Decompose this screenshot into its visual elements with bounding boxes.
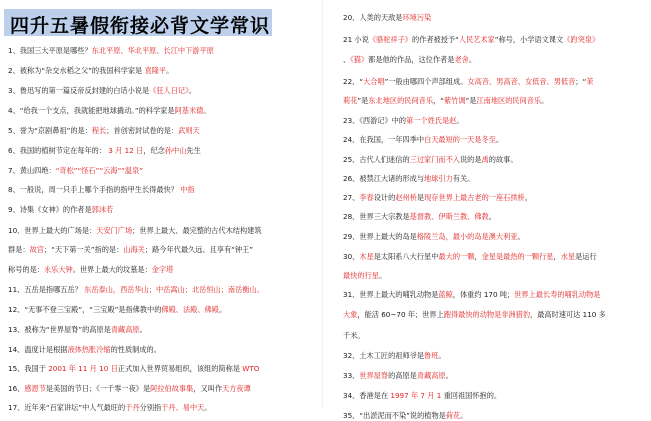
answer-text: “奇松”“怪石”“云海”“温泉” (55, 166, 143, 175)
answer-text: 《狂人日记》 (149, 86, 189, 95)
right-list-item (343, 96, 548, 106)
left-list-item (8, 325, 147, 335)
answer-text: 山海关 (123, 245, 145, 254)
left-list-item (8, 305, 226, 315)
question-text: 6、我国的植树节定在每年的： (8, 146, 109, 155)
question-text: 的高原是 (388, 371, 417, 380)
left-list-item (8, 384, 251, 394)
right-list-item (343, 212, 496, 222)
question-text: 32、土木工匠的祖师爷是 (343, 351, 425, 360)
answer-text: 佛殿、法殿、佛殿 (161, 305, 219, 314)
answer-text: 东北平原、华北平原、长江中下游平原 (91, 46, 214, 55)
question-text: 1、我国三大平原是哪些？ (8, 46, 92, 55)
question-text: ，又叫作 (193, 384, 223, 393)
question-text: 正式加入世界贸易组织，该组的简称是 (117, 364, 243, 373)
left-list-item (8, 146, 201, 156)
question-text: 的性质制成的。 (110, 345, 161, 354)
answer-text: 三过家门而不入 (409, 155, 460, 164)
question-text: 称号的是： (8, 265, 44, 274)
question-text: 。 (456, 116, 464, 125)
question-text: 9、诗集《女神》的作者是 (8, 205, 92, 214)
right-list-item (343, 135, 503, 145)
question-text: 24、在我国，一年四季中 (343, 135, 425, 144)
answer-text: 程长 (91, 126, 107, 135)
question-text: ， (553, 252, 561, 261)
answer-text: 李春 (359, 193, 374, 202)
question-text: 。 (438, 351, 446, 360)
answer-text: 地球引力 (424, 174, 453, 183)
question-text: 。 (188, 86, 196, 95)
answer-text: 世界上最长寿的哺乳动物是 (514, 290, 601, 299)
column-divider (322, 0, 323, 408)
question-text: ， (474, 252, 482, 261)
question-text: 31、世界上最大的哺乳动物是 (343, 290, 439, 299)
question-text: 。 (204, 403, 212, 412)
left-list-item (8, 364, 259, 374)
question-text: 有关。 (452, 174, 475, 183)
right-list-item (343, 13, 431, 23)
question-text: 14、温度计是根据 (8, 345, 68, 354)
right-list-item (343, 174, 474, 184)
answer-text: 最快的行星 (343, 271, 379, 280)
answer-text: 液体热胀冷缩 (67, 345, 111, 354)
question-text: ；路今年代最久远、且享有“钟王” (144, 245, 253, 254)
left-list-item (8, 403, 212, 413)
answer-text: 东岳泰山，西岳华山；中岳嵩山；北岳恒山；南岳衡山。 (84, 285, 264, 294)
answer-text: 现存世界上最古老的一座石拱桥 (424, 193, 525, 202)
answer-text: 女高音、男高音、女低音、男低音 (467, 77, 576, 86)
answer-text: 阿拉伯故事集 (150, 384, 194, 393)
answer-text: 永乐大钟 (43, 265, 73, 274)
question-text: ”是 (357, 96, 369, 105)
answer-text: 人民艺术家 (458, 35, 495, 44)
right-list-item (343, 411, 467, 421)
question-text: ，“ (433, 96, 444, 105)
answer-text: 青藏高原 (110, 325, 140, 334)
answer-text: 袁隆平 (144, 66, 167, 75)
question-text: 。 (541, 96, 549, 105)
question-text: 7、黄山四绝： (8, 166, 56, 175)
question-text: 。 (488, 212, 496, 221)
answer-text: 《骆驼祥子》 (368, 35, 412, 44)
question-text: 说的是 (459, 155, 482, 164)
question-text: 设计的 (373, 193, 396, 202)
question-text: 23、《西游记》中的 (343, 116, 407, 125)
question-text: ；“天下第一关”指的是： (43, 245, 124, 254)
answer-text: 《猫》 (350, 55, 369, 64)
question-text: ；首创密封试卷的是： (106, 126, 179, 135)
question-text: 3、鲁迅写的第一篇反帝反封建的白话小说是 (8, 86, 150, 95)
question-text: 。世界上最大的坟墓是： (72, 265, 152, 274)
answer-text: 3 月 12 日 (108, 146, 144, 155)
answer-text: 阿基米德 (174, 106, 204, 115)
question-text: 都是他的作品，这位作者是 (368, 55, 455, 64)
answer-text: 荷花 (445, 411, 461, 420)
question-text: 是运行 (575, 252, 597, 261)
answer-text: 最大的一颗 (438, 252, 475, 261)
answer-text: 基督教、伊斯兰教、佛教 (409, 212, 489, 221)
answer-text: 第一个姓氏是赵 (406, 116, 457, 125)
answer-text: 2001 年 11 月 10 日 (48, 364, 118, 373)
question-text: 。 (139, 325, 147, 334)
left-list-item (8, 166, 143, 176)
question-text: 17、近年来“百家讲坛”中人气最旺的 (8, 403, 126, 412)
question-text: ，纪念 (143, 146, 165, 155)
right-list-item (343, 310, 606, 320)
question-text: 。 (524, 193, 532, 202)
right-list-item (343, 391, 501, 401)
question-text: 21 小说 (343, 35, 369, 44)
answer-text: 天方夜谭 (222, 384, 251, 393)
left-list-item (8, 285, 264, 295)
answer-text: 大合唱 (363, 77, 385, 86)
right-list-item (343, 116, 464, 126)
question-text: 4、“给我一个支点，我就能把地球撬动。”的科学家是 (8, 106, 175, 115)
question-text: 分别指 (139, 403, 162, 412)
answer-text: 中指 (180, 185, 195, 194)
answer-text: 莉花 (343, 96, 358, 105)
question-text: 。 (166, 66, 174, 75)
question-text: 。 (203, 106, 211, 115)
answer-text: 环境污染 (402, 13, 432, 22)
answer-text: 赵州桥 (395, 193, 417, 202)
answer-text: 世界屋脊 (359, 371, 389, 380)
right-list-item (343, 252, 597, 262)
answer-text: 跑得最快的动物是非洲猎豹 (443, 310, 531, 319)
question-text: 的作者被授予“ (411, 35, 459, 44)
question-text: 5、誉为“京剧鼻祖”的是： (8, 126, 92, 135)
question-text: 25、古代人们迷信的 (343, 155, 410, 164)
question-text: 。 (460, 411, 468, 420)
answer-text: 茉 (586, 77, 594, 86)
answer-text: 《趵突泉》 (563, 35, 600, 44)
answer-text: 蓝鲸 (438, 290, 453, 299)
question-text: ；世界上最大、最完整的古代木结构建筑 (132, 226, 262, 235)
left-list-item (8, 106, 211, 116)
question-text: 、 (343, 55, 351, 64)
question-text: 重回祖国怀抱的。 (441, 391, 502, 400)
question-text: 是太阳系八大行星中 (373, 252, 439, 261)
answer-text: 老舍 (454, 55, 469, 64)
right-list-item (343, 331, 365, 341)
answer-text: 郭沫若 (91, 205, 114, 214)
answer-text: 感恩节 (24, 384, 46, 393)
answer-text: 武则天 (178, 126, 200, 135)
answer-text: 故宫 (29, 245, 44, 254)
question-text: 8、一般说，周一只手上哪个手指的指甲生长得最快？ (8, 185, 181, 194)
left-list-item (8, 86, 196, 96)
question-text: 2、被称为“杂交水稻之父”的我国科学家是 (8, 66, 145, 75)
answer-text: 金星是最热的一颗行星 (481, 252, 554, 261)
question-text: 。 (218, 305, 227, 314)
question-text: 11、五岳是指哪五岳？ (8, 285, 85, 294)
question-text: 27、 (343, 193, 360, 202)
answer-text: 鲁班 (424, 351, 439, 360)
question-text: ”称号，小学语文课文 (494, 35, 564, 44)
right-list-item (343, 232, 525, 242)
page-title: 四升五暑假衔接必背文学常识 (10, 15, 271, 37)
right-list-item (343, 371, 453, 381)
left-list-item (8, 126, 200, 136)
question-text: ；“ (575, 77, 587, 86)
question-text: 。 (468, 55, 477, 64)
question-text: 是美国的节日；《一千零一夜》是 (45, 384, 151, 393)
answer-text: 金字塔 (151, 265, 174, 274)
answer-text: 水星 (560, 252, 576, 261)
left-list-item (8, 245, 253, 255)
question-text: 12、“无事不登三宝殿”，“三宝殿”是指佛教中的 (8, 305, 162, 314)
left-list-item (8, 185, 195, 195)
question-text: 的故事。 (488, 155, 518, 164)
right-list-item (343, 193, 532, 203)
question-text: 20、人类的天敌是 (343, 13, 403, 22)
left-list-item (8, 66, 173, 76)
left-list-item (8, 226, 262, 236)
question-text: 33、 (343, 371, 360, 380)
answer-text: 白天最短的一天是冬至 (424, 135, 496, 144)
question-text: 。 (445, 371, 453, 380)
right-list-item (343, 35, 599, 45)
answer-text: 青藏高原 (416, 371, 446, 380)
answer-text: 禹 (481, 155, 489, 164)
question-text: 29、世界上最大的岛是 (343, 232, 417, 241)
question-text: 22、“ (343, 77, 364, 86)
question-text: 。 (517, 232, 525, 241)
question-text: 15、我国于 (8, 364, 49, 373)
question-text: 16、 (8, 384, 25, 393)
right-list-item (343, 77, 593, 87)
question-text: 。 (495, 135, 504, 144)
answer-text: 天安门广场 (96, 226, 133, 235)
answer-text: 1997 年 7 月 1 (390, 391, 442, 400)
question-text: 34、香港是在 (343, 391, 391, 400)
question-text: ，最高时速可达 110 多 (530, 310, 606, 319)
question-text: 10、世界上最大的广场是： (8, 226, 97, 235)
answer-text: 木星 (359, 252, 374, 261)
left-list-item (8, 46, 214, 56)
answer-text: 大象 (343, 310, 358, 319)
question-text: 13、被称为“世界屋脊”的高原是 (8, 325, 111, 334)
answer-text: 格陵兰岛，最小的岛是澳大利亚 (416, 232, 518, 241)
right-list-item (343, 55, 476, 65)
title-highlight (4, 9, 272, 36)
answer-text: 紫竹调 (443, 96, 466, 105)
question-text: 30、 (343, 252, 360, 261)
answer-text: 于丹、易中天 (161, 403, 205, 412)
question-text: 千米。 (343, 331, 365, 340)
answer-text: 江南地区的民间音乐 (476, 96, 542, 105)
question-text: 是 (416, 193, 425, 202)
right-list-item (343, 290, 600, 300)
right-list-item (343, 351, 446, 361)
question-text: 28、世界三大宗教是 (343, 212, 410, 221)
answer-text: 于丹 (125, 403, 140, 412)
answer-text: 孙中山 (164, 146, 187, 155)
left-list-item (8, 265, 173, 275)
right-list-item (343, 271, 386, 281)
left-list-item (8, 345, 161, 355)
right-list-item (343, 155, 518, 165)
question-text: 26、被禁江大诸的形成与 (343, 174, 425, 183)
question-text: ，体重约 170 吨； (452, 290, 515, 299)
question-text: ”是 (465, 96, 477, 105)
question-text: ，能活 60~70 年；世界上 (357, 310, 444, 319)
left-list-item (8, 205, 113, 215)
question-text: 35、“出淤泥而不染”说的植物是 (343, 411, 446, 420)
question-text: 先生 (186, 146, 201, 155)
question-text: ”一般由哪四个声部组成。 (384, 77, 468, 86)
question-text: 群是： (8, 245, 30, 254)
answer-text: 东北地区的民间音乐 (368, 96, 434, 105)
question-text: 。 (378, 271, 387, 280)
answer-text: WTO (242, 364, 260, 373)
